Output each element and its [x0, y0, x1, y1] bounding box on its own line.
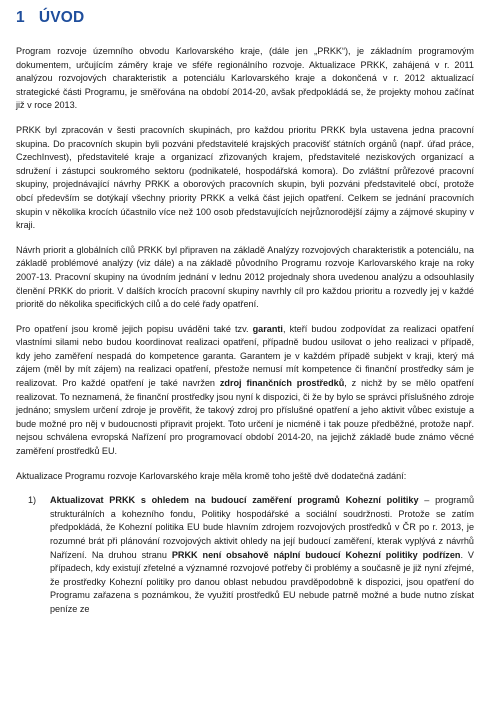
section-number: 1: [16, 9, 25, 26]
list-item-text: [50, 494, 474, 616]
paragraph-working-groups: PRKK byl zpracován v šesti pracovních skupinách, pro každou prioritu PRKK byla ustavena jedna pracovní skupina. Do pracovních skupin byli pozváni představitelé krajských pracovišť státních orgánů (např. úřad práce, CzechInvest), představitelé kraje a organizací zřizovaných krajem, představitelé neziskových organizací a sdružení i zástupci soukromého sektoru (podnikatelé, hospodářská komora). Do zvláštní průřezové pracovní skupiny, projednávající návrhy PRKK a oborových pracovních skupin, byli pozváni představitelé obcí, protože obcí především se dotýkají všechny priority PRKK a velká část jejich opatření. Celkem se jednání pracovních skupin v několika krocích účastnilo více než 100 osob představujících nejrůznorodější zájmy a zájmové skupiny v kraji.: [16, 124, 474, 231]
paragraph-guarantors: [16, 323, 474, 459]
list-item-bold: PRKK není obsahově náplní budoucí Kohezní politiky podřízen: [171, 549, 461, 560]
paragraph-priorities: Návrh priorit a globálních cílů PRKK byl připraven na základě Analýzy rozvojových charakteristik a potenciálu, na základě problémové analýzy (viz dále) a na základě původního Programu rozvoje Karlovarského kraje na roky 2007-13. Pracovní skupiny na úvodním jednání v lednu 2012 projednaly shora uvedenou analýzu a odsouhlasily členění PRKK do priorit. V dalších krocích pracovní skupiny navrhly cíl pro každou prioritu a rozvedly jej v každé prioritě do několika specifických cílů a do celé řady opatření.: [16, 244, 474, 310]
text-run: Pro opatření jsou kromě jejich popisu uváděni také tzv.: [16, 323, 253, 334]
paragraph-additional-tasks: Aktualizace Programu rozvoje Karlovarského kraje měla kromě toho ještě dvě dodatečná zadání:: [16, 470, 407, 481]
text-run: . V případech, kdy existují zřetelné a významné rozvojové potřeby či problémy a současně je již nyní zřejmé, že prostředky Kohezní politiky pro danou oblast nebudou pravděpodobně k dispozici, jsou opatření do Programu zařazena s poznámkou, že využití prostředků EU nebude patrně možné a bude nutno získat peníze ze: [50, 549, 474, 614]
text-run: , z nichž by se mělo opatření realizovat. To neznamená, že finanční prostředky jsou nyní k dispozici, či že by bylo se správci příslušného zdroje jednáno; smyslem určení zdroje je prověřit, že takový zdroj pro příslušné opatření a jeho aktivit vůbec existuje a bude možné pro něj v budoucnosti připravit projekt. Toto určení je nicméně i tak pouze předběžné, protože např. nejsou schválena evropská Nařízení pro programovací období 2014-20, na jejichž základě bude známo věcné zaměření prostředků EU.: [16, 378, 475, 457]
tasks-list: [16, 494, 474, 616]
list-item: [16, 494, 474, 616]
section-title: ÚVOD: [38, 9, 85, 26]
text-run: , kteří budou zodpovídat za realizaci opatření vlastními silami nebo budou koordinovat realizaci opatření, případně budou usilovat o jeho realizaci v případě, kdy jeho zaměření nespadá do kompetence garanta. Garantem je v každém případě subjekt v kraji, který má zájem (měl by mít zájem) na realizaci opatření, přestože nemusí mít kompetence či finanční prostředky sám je realizovat. Pro každé opatření je také navržen: [16, 323, 474, 389]
bold-term-funding-source: zdroj finančních prostředků: [219, 378, 345, 389]
text-run: – programů strukturálních a kohezního fondu, Politiky hospodářské a sociální soudržnosti. Protože se zatím předpokládá, že Kohezní politika EU bude hlavním zdrojem rozvojových prostředků v ČR po r. 2013, je rozumné brát při plánování rozvojových aktivit ohledy na její budoucí zaměření, kterak vyplývá z návrhů Nařízení. Na druhou stranu: [50, 495, 474, 560]
paragraph-intro: Program rozvoje územního obvodu Karlovarského kraje, (dále jen „PRKK“), je základním programovým dokumentem, určujícím záměry kraje ve sféře regionálního rozvoje. Aktualizace PRKK, zahájená v r. 2011 analýzou rozvojových charakteristik a potenciálu Karlovarského kraje a dokončená v r. 2012 aktualizací strategické části Programu, je směřována na období 2014-20, avšak předpokládá se, že projekty mohou začínat již v roce 2013.: [16, 46, 474, 111]
list-item-bold: Aktualizovat PRKK s ohledem na budoucí zaměření programů Kohezní politiky: [50, 495, 419, 506]
list-item-number: 1): [28, 495, 37, 506]
bold-term-guarantors: garanti: [252, 323, 283, 334]
section-heading: [16, 9, 474, 27]
